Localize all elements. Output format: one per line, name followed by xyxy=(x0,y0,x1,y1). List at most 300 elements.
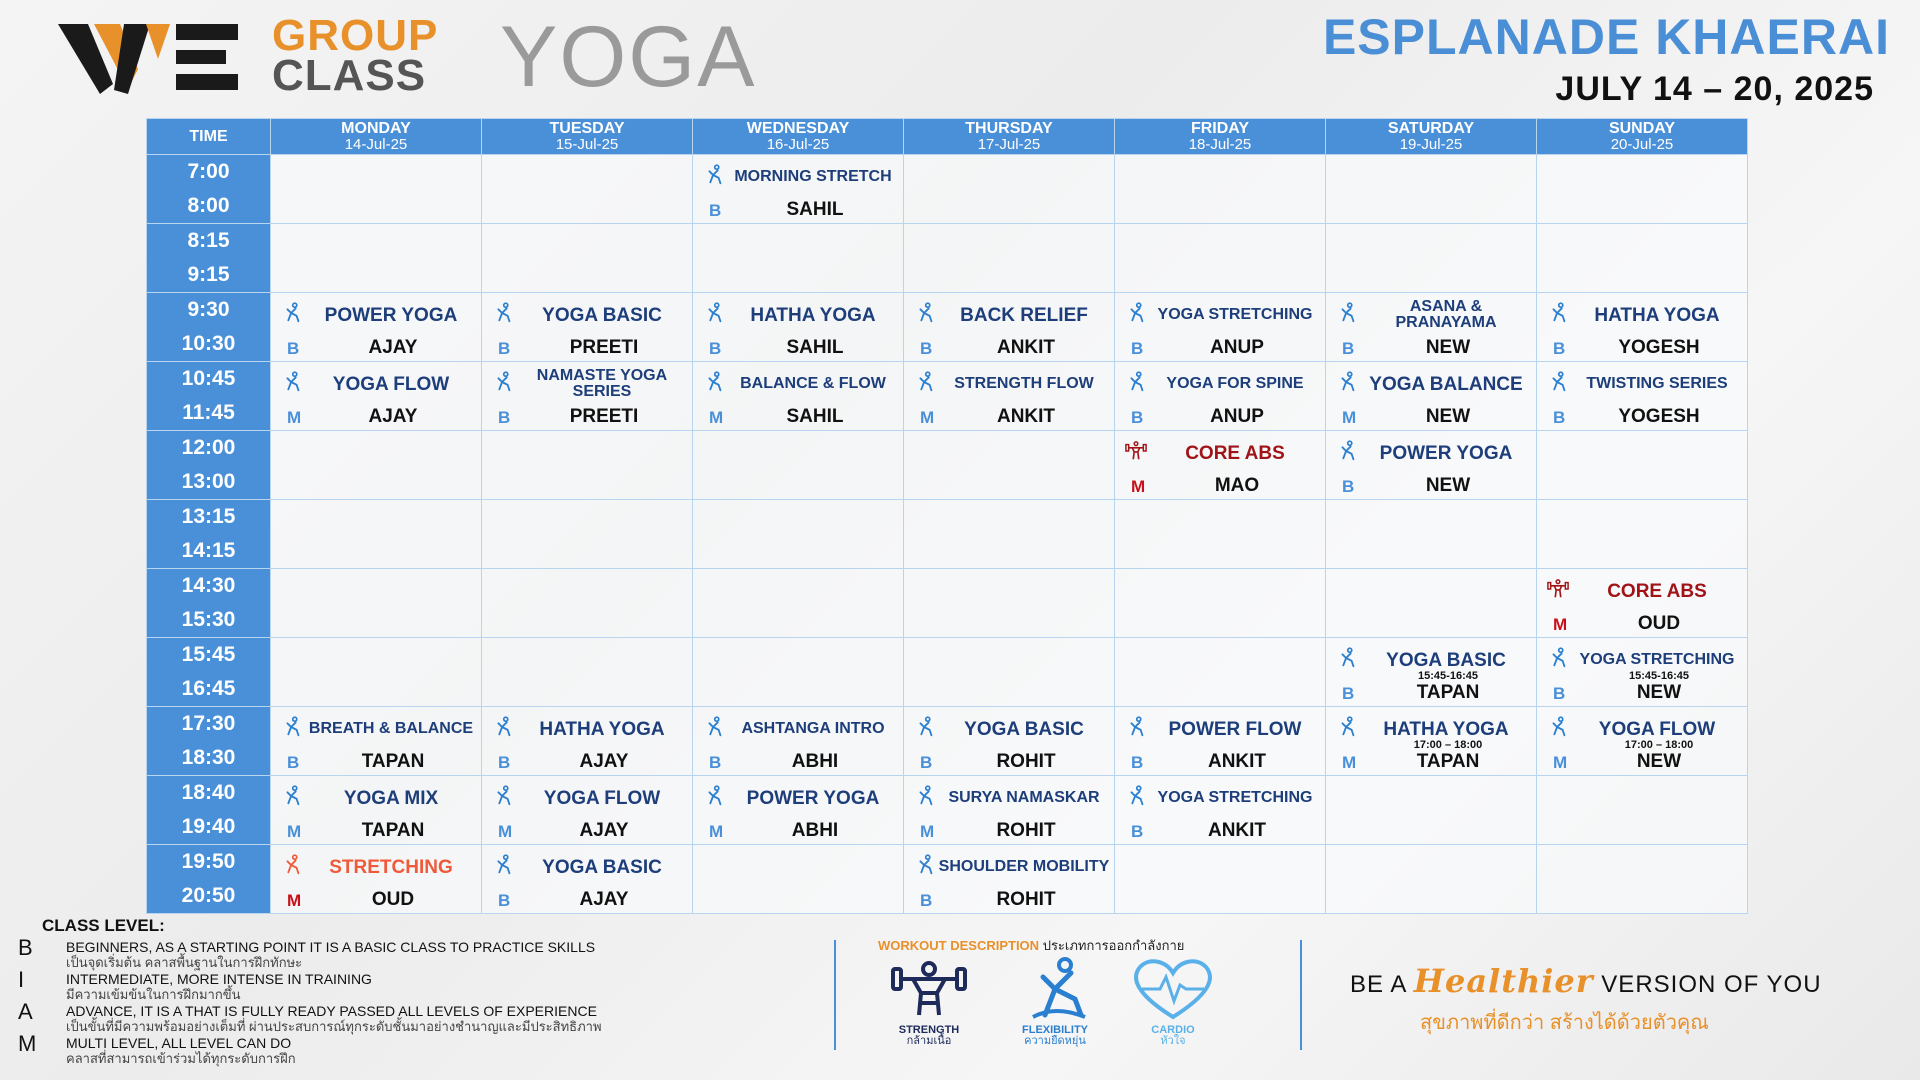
workout-strength xyxy=(874,955,984,1047)
class-name: POWER FLOW xyxy=(1168,718,1302,740)
empty-slot xyxy=(693,431,903,499)
class-entry[interactable] xyxy=(693,293,903,361)
class-instructor: NEW xyxy=(1636,682,1682,703)
schedule-cell xyxy=(1326,500,1537,569)
level-text-th: เป็นขั้นที่มีความพร้อมอย่างเต็มที่ ผ่านประสบการณ์ทุกระดับชั้นมาอย่างชำนาญและมีประสิทธิภาพ xyxy=(66,1019,602,1034)
flexibility-icon xyxy=(1125,302,1147,324)
empty-slot xyxy=(1115,155,1325,223)
schedule-cell xyxy=(693,362,904,431)
class-instructor: YOGESH xyxy=(1618,337,1700,358)
class-instructor: AJAY xyxy=(579,889,629,910)
class-entry[interactable] xyxy=(904,776,1114,844)
time-end: 9:15 xyxy=(187,263,230,286)
class-entry[interactable] xyxy=(1326,638,1536,706)
empty-slot xyxy=(693,500,903,568)
flexibility-icon xyxy=(1125,716,1147,738)
time-end: 10:30 xyxy=(181,332,236,355)
schedule-cell xyxy=(1537,362,1748,431)
strength-sub: กล้ามเนื้อ xyxy=(906,1035,952,1047)
empty-slot xyxy=(693,638,903,706)
empty-slot xyxy=(271,638,481,706)
schedule-cell xyxy=(1115,638,1326,707)
schedule-cell xyxy=(1537,776,1748,845)
empty-slot xyxy=(1326,224,1536,292)
day-name: MONDAY xyxy=(341,119,411,137)
class-entry[interactable] xyxy=(904,293,1114,361)
flexibility-icon xyxy=(703,302,725,324)
class-instructor: NEW xyxy=(1425,406,1471,427)
schedule-cell xyxy=(693,569,904,638)
logo-group-text: GROUP xyxy=(272,11,439,60)
class-entry[interactable] xyxy=(904,707,1114,775)
schedule-cell xyxy=(904,431,1115,500)
schedule-cell xyxy=(482,569,693,638)
class-entry[interactable] xyxy=(482,845,692,913)
class-name: SURYA NAMASKAR xyxy=(948,789,1100,806)
legend-divider xyxy=(834,940,836,1050)
empty-slot xyxy=(904,224,1114,292)
level-letter: B xyxy=(18,935,33,960)
schedule-cell xyxy=(271,155,482,224)
time-slot xyxy=(147,845,271,914)
day-date: 18-Jul-25 xyxy=(1188,135,1252,153)
class-entry[interactable] xyxy=(693,707,903,775)
class-name: YOGA FLOW xyxy=(1598,718,1716,740)
time-start: 9:30 xyxy=(187,298,230,321)
level-text-th: เป็นจุดเริ่มต้น คลาสพื้นฐานในการฝึกทักษะ xyxy=(66,955,303,970)
time-slot-row xyxy=(147,500,1748,569)
class-entry[interactable] xyxy=(1537,569,1747,637)
level-text-th: มีความเข้มข้นในการฝึกมากขึ้น xyxy=(66,987,241,1002)
time-slot-row xyxy=(147,776,1748,845)
logo-group-class xyxy=(272,11,439,100)
schedule-cell xyxy=(693,638,904,707)
flexibility-icon xyxy=(1336,302,1358,324)
class-entry[interactable] xyxy=(271,293,481,361)
class-entry[interactable] xyxy=(482,707,692,775)
empty-slot xyxy=(693,845,903,913)
day-header-row xyxy=(147,119,1748,155)
time-slot-row xyxy=(147,362,1748,431)
flexibility-icon xyxy=(1547,371,1569,393)
class-entry[interactable] xyxy=(1326,362,1536,430)
class-instructor: ANKIT xyxy=(1207,820,1267,841)
schedule-cell xyxy=(1326,569,1537,638)
class-instructor: PREETI xyxy=(569,406,639,427)
class-name: CORE ABS xyxy=(1607,580,1707,602)
day-name: THURSDAY xyxy=(965,119,1053,137)
schedule-cell xyxy=(1537,845,1748,914)
class-level: B xyxy=(1553,684,1566,703)
time-slot-row xyxy=(147,707,1748,776)
schedule-cell xyxy=(1537,638,1748,707)
time-slot xyxy=(147,224,271,293)
venue-title: ESPLANADE KHAERAI xyxy=(1322,9,1890,65)
day-header xyxy=(271,119,482,155)
empty-slot xyxy=(904,431,1114,499)
schedule-cell xyxy=(1326,155,1537,224)
schedule-cell xyxy=(1537,500,1748,569)
day-header xyxy=(482,119,693,155)
flexibility-icon xyxy=(703,716,725,738)
empty-slot xyxy=(1115,845,1325,913)
class-entry[interactable] xyxy=(271,776,481,844)
class-name: HATHA YOGA xyxy=(539,718,665,740)
flexibility-icon xyxy=(492,716,514,738)
class-name: YOGA STRETCHING xyxy=(1579,651,1735,668)
flexibility-icon xyxy=(281,716,303,738)
class-instructor: NEW xyxy=(1636,751,1682,772)
class-name: YOGA BASIC xyxy=(542,304,662,326)
time-start: 14:30 xyxy=(181,574,236,597)
strength-icon xyxy=(889,955,969,1023)
schedule-cell xyxy=(271,293,482,362)
level-description xyxy=(66,1036,786,1066)
empty-slot xyxy=(904,500,1114,568)
empty-slot xyxy=(482,569,692,637)
class-name: YOGA MIX xyxy=(343,787,439,809)
class-instructor: TAPAN xyxy=(1416,682,1480,703)
day-name: WEDNESDAY xyxy=(746,119,850,137)
class-entry[interactable] xyxy=(1537,362,1747,430)
class-entry[interactable] xyxy=(1326,431,1536,499)
flexibility-icon xyxy=(914,716,936,738)
flexibility-icon xyxy=(492,371,514,393)
flexibility-icon xyxy=(1547,647,1569,669)
class-level: M xyxy=(1342,408,1357,427)
schedule-cell xyxy=(904,638,1115,707)
schedule-cell xyxy=(1537,707,1748,776)
time-slot-row xyxy=(147,845,1748,914)
time-start: 10:45 xyxy=(181,367,236,390)
class-level: M xyxy=(709,408,724,427)
class-entry[interactable] xyxy=(1115,362,1325,430)
time-end: 8:00 xyxy=(187,194,230,217)
tagline-post: VERSION OF YOU xyxy=(1601,971,1822,998)
class-name: POWER YOGA xyxy=(324,304,458,326)
empty-slot xyxy=(1326,845,1536,913)
class-name: YOGA BASIC xyxy=(542,856,662,878)
class-time-note: 15:45-16:45 xyxy=(1629,670,1689,682)
class-level: B xyxy=(709,753,722,772)
tagline-en xyxy=(1350,962,1822,1000)
class-level: M xyxy=(287,408,302,427)
schedule-cell xyxy=(904,707,1115,776)
schedule-cell xyxy=(271,638,482,707)
empty-slot xyxy=(1115,500,1325,568)
class-entry[interactable] xyxy=(1537,707,1747,775)
class-level: M xyxy=(287,822,302,841)
class-level: B xyxy=(1131,822,1144,841)
class-entry[interactable] xyxy=(693,776,903,844)
class-entry[interactable] xyxy=(904,362,1114,430)
day-date: 17-Jul-25 xyxy=(977,135,1041,153)
schedule-cell xyxy=(904,500,1115,569)
class-level: B xyxy=(709,339,722,358)
logo-class-text: CLASS xyxy=(272,51,427,100)
class-instructor: OUD xyxy=(1637,613,1681,634)
date-range: JULY 14 – 20, 2025 xyxy=(1555,70,1874,108)
flexibility-icon xyxy=(703,164,725,186)
schedule-cell xyxy=(693,500,904,569)
empty-slot xyxy=(1326,500,1536,568)
class-entry[interactable] xyxy=(1326,293,1536,361)
logo-yoga-text: YOGA xyxy=(500,9,757,105)
flexibility-icon xyxy=(492,302,514,324)
schedule-cell xyxy=(1326,431,1537,500)
empty-slot xyxy=(904,638,1114,706)
class-entry[interactable] xyxy=(1537,638,1747,706)
time-slot xyxy=(147,500,271,569)
class-level: B xyxy=(1131,339,1144,358)
flexibility-icon xyxy=(281,302,303,324)
schedule-cell xyxy=(693,293,904,362)
class-entry[interactable] xyxy=(693,155,903,223)
class-entry[interactable] xyxy=(1115,431,1325,499)
class-name: YOGA BASIC xyxy=(964,718,1084,740)
tagline-divider xyxy=(1300,940,1302,1050)
we-logo xyxy=(58,14,258,100)
empty-slot xyxy=(1115,569,1325,637)
schedule-cell xyxy=(271,500,482,569)
schedule-cell xyxy=(482,362,693,431)
time-slot xyxy=(147,569,271,638)
time-slot-row xyxy=(147,293,1748,362)
schedule-cell xyxy=(1537,293,1748,362)
empty-slot xyxy=(1537,224,1747,292)
class-name: POWER YOGA xyxy=(1379,442,1513,464)
level-description xyxy=(66,972,786,1002)
empty-slot xyxy=(904,155,1114,223)
class-entry[interactable] xyxy=(482,776,692,844)
empty-slot xyxy=(271,431,481,499)
schedule-cell xyxy=(482,224,693,293)
schedule-body xyxy=(147,155,1748,914)
class-entry[interactable] xyxy=(904,845,1114,913)
schedule-cell xyxy=(693,845,904,914)
time-start: 7:00 xyxy=(187,160,230,183)
class-level: B xyxy=(920,891,933,910)
day-header xyxy=(904,119,1115,155)
class-level: B xyxy=(1553,408,1566,427)
class-name: HATHA YOGA xyxy=(1383,718,1509,740)
schedule-cell xyxy=(693,431,904,500)
schedule-cell xyxy=(482,500,693,569)
class-level: B xyxy=(920,753,933,772)
class-level: M xyxy=(287,891,302,910)
class-instructor: ROHIT xyxy=(996,820,1056,841)
schedule-cell xyxy=(1326,293,1537,362)
class-level: B xyxy=(1342,477,1355,496)
level-letter: M xyxy=(18,1031,37,1056)
schedule-cell xyxy=(1115,155,1326,224)
time-end: 13:00 xyxy=(181,470,236,493)
class-name: YOGA BALANCE xyxy=(1369,373,1523,395)
schedule-cell xyxy=(1537,224,1748,293)
empty-slot xyxy=(271,500,481,568)
class-name: HATHA YOGA xyxy=(750,304,876,326)
flexibility-icon xyxy=(281,854,303,876)
schedule-cell xyxy=(1115,569,1326,638)
flexibility-icon xyxy=(1125,785,1147,807)
schedule-cell xyxy=(904,155,1115,224)
time-end: 18:30 xyxy=(181,746,236,769)
empty-slot xyxy=(1115,638,1325,706)
day-date: 19-Jul-25 xyxy=(1399,135,1463,153)
level-letter: I xyxy=(18,967,25,992)
class-name: ASHTANGA INTRO xyxy=(741,720,885,737)
class-level: M xyxy=(1553,615,1568,634)
class-time-note: 15:45-16:45 xyxy=(1418,670,1478,682)
class-instructor: AJAY xyxy=(368,406,418,427)
class-instructor: ANKIT xyxy=(996,337,1056,358)
class-name: BACK RELIEF xyxy=(960,304,1088,326)
time-slot-row xyxy=(147,224,1748,293)
strength-icon xyxy=(1547,578,1569,600)
class-entry[interactable] xyxy=(693,362,903,430)
class-instructor: AJAY xyxy=(579,820,629,841)
time-end: 16:45 xyxy=(181,677,236,700)
class-instructor: TAPAN xyxy=(361,751,425,772)
class-level: B xyxy=(498,339,511,358)
time-start: 19:50 xyxy=(181,850,236,873)
class-instructor: ABHI xyxy=(791,820,839,841)
class-level: M xyxy=(709,822,724,841)
schedule-cell xyxy=(904,293,1115,362)
time-slot xyxy=(147,638,271,707)
day-header xyxy=(1537,119,1748,155)
flexibility-icon xyxy=(1336,716,1358,738)
class-entry[interactable] xyxy=(271,362,481,430)
schedule-cell xyxy=(904,845,1115,914)
class-instructor: ANKIT xyxy=(996,406,1056,427)
time-slot xyxy=(147,707,271,776)
day-name: TUESDAY xyxy=(549,119,625,137)
class-entry[interactable] xyxy=(1537,293,1747,361)
schedule-cell xyxy=(1537,155,1748,224)
class-entry[interactable] xyxy=(1115,776,1325,844)
flexibility-icon xyxy=(914,785,936,807)
strength-icon xyxy=(1125,440,1147,462)
class-entry[interactable] xyxy=(1115,293,1325,361)
class-entry[interactable] xyxy=(1326,707,1536,775)
empty-slot xyxy=(482,500,692,568)
class-instructor: PREETI xyxy=(569,337,639,358)
schedule-cell xyxy=(693,155,904,224)
empty-slot xyxy=(1326,155,1536,223)
flexibility-icon xyxy=(1547,716,1569,738)
empty-slot xyxy=(1326,776,1536,844)
tagline-highlight: Healthier xyxy=(1413,962,1594,1000)
class-entry[interactable] xyxy=(482,293,692,361)
flexibility-icon xyxy=(1015,955,1095,1023)
class-name: YOGA FOR SPINE xyxy=(1166,375,1304,392)
schedule-cell xyxy=(904,776,1115,845)
level-description xyxy=(66,1004,786,1034)
schedule-cell xyxy=(482,845,693,914)
class-instructor: ANUP xyxy=(1210,337,1264,358)
workout-title xyxy=(878,935,1184,956)
time-slot xyxy=(147,293,271,362)
class-instructor: SAHIL xyxy=(786,337,844,358)
schedule-cell xyxy=(1537,569,1748,638)
class-instructor: NEW xyxy=(1425,475,1471,496)
day-date: 16-Jul-25 xyxy=(766,135,830,153)
time-slot-row xyxy=(147,638,1748,707)
class-entry[interactable] xyxy=(271,707,481,775)
time-slot xyxy=(147,776,271,845)
schedule-cell xyxy=(1115,707,1326,776)
class-name: CORE ABS xyxy=(1185,442,1285,464)
flexibility-icon xyxy=(914,854,936,876)
schedule-cell xyxy=(1326,224,1537,293)
class-instructor: ROHIT xyxy=(996,751,1056,772)
class-level: B xyxy=(1342,684,1355,703)
day-date: 20-Jul-25 xyxy=(1610,135,1674,153)
class-instructor: AJAY xyxy=(579,751,629,772)
class-entry[interactable] xyxy=(271,845,481,913)
tagline-thai: สุขภาพที่ดีกว่า สร้างได้ด้วยตัวคุณ xyxy=(1420,1012,1709,1034)
class-instructor: OUD xyxy=(371,889,415,910)
class-entry[interactable] xyxy=(482,362,692,430)
time-slot xyxy=(147,431,271,500)
flexibility-icon xyxy=(1336,647,1358,669)
time-header: TIME xyxy=(147,119,271,155)
schedule-cell xyxy=(1115,362,1326,431)
schedule-table xyxy=(146,118,1748,914)
level-text-th: คลาสที่สามารถเข้าร่วมได้ทุกระดับการฝึก xyxy=(66,1051,296,1066)
empty-slot xyxy=(482,155,692,223)
class-entry[interactable] xyxy=(1115,707,1325,775)
time-end: 14:15 xyxy=(181,539,236,562)
schedule-cell xyxy=(271,776,482,845)
class-level: B xyxy=(1131,408,1144,427)
level-text-en: ADVANCE, IT IS A THAT IS FULLY READY PASSED ALL LEVELS OF EXPERIENCE xyxy=(66,1003,597,1019)
schedule-cell xyxy=(1326,707,1537,776)
class-level: M xyxy=(1342,753,1357,772)
schedule-cell xyxy=(482,155,693,224)
time-slot-row xyxy=(147,431,1748,500)
time-end: 15:30 xyxy=(181,608,236,631)
flexibility-icon xyxy=(492,785,514,807)
flexibility-icon xyxy=(281,371,303,393)
flexibility-icon xyxy=(1125,371,1147,393)
class-instructor: SAHIL xyxy=(786,199,844,220)
class-instructor: YOGESH xyxy=(1618,406,1700,427)
schedule-cell xyxy=(1115,293,1326,362)
day-date: 14-Jul-25 xyxy=(344,135,408,153)
flexibility-sub: ความยืดหยุ่น xyxy=(1024,1035,1086,1047)
class-name: YOGA STRETCHING xyxy=(1157,306,1313,323)
empty-slot xyxy=(1537,431,1747,499)
level-letter: A xyxy=(18,999,33,1024)
schedule-cell xyxy=(1115,224,1326,293)
class-instructor: ABHI xyxy=(791,751,839,772)
time-end: 11:45 xyxy=(182,401,235,424)
class-instructor: MAO xyxy=(1214,475,1260,496)
class-level: M xyxy=(1131,477,1146,496)
flexibility-icon xyxy=(492,854,514,876)
empty-slot xyxy=(693,569,903,637)
class-level: B xyxy=(1131,753,1144,772)
level-text-en: MULTI LEVEL, ALL LEVEL CAN DO xyxy=(66,1035,292,1051)
empty-slot xyxy=(271,569,481,637)
day-name: SUNDAY xyxy=(1608,119,1676,137)
class-level: B xyxy=(498,753,511,772)
class-time-note: 17:00 – 18:00 xyxy=(1413,739,1483,751)
class-level: B xyxy=(920,339,933,358)
schedule-cell xyxy=(482,293,693,362)
